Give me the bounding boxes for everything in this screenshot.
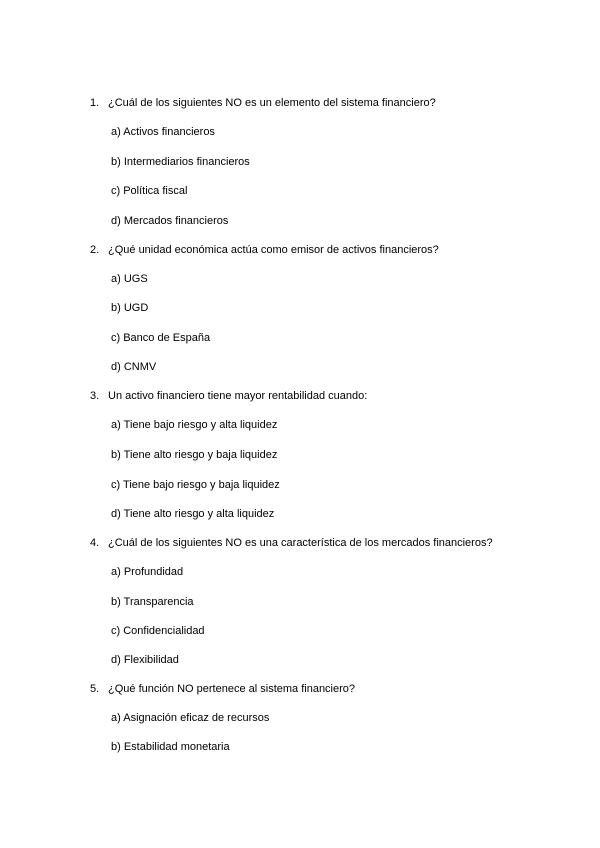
option-b: b) Estabilidad monetaria xyxy=(111,741,230,753)
question-text: ¿Cuál de los siguientes NO es una característica de los mercados financieros? xyxy=(108,537,493,549)
option-a: a) Profundidad xyxy=(111,566,184,578)
question-5-line xyxy=(90,682,355,696)
option-d: d) Flexibilidad xyxy=(111,654,179,666)
question-number: 2. xyxy=(90,244,100,256)
option-a: a) Asignación eficaz de recursos xyxy=(111,712,270,724)
option-c: c) Política fiscal xyxy=(111,185,188,197)
question-text: ¿Cuál de los siguientes NO es un elemento del sistema financiero? xyxy=(108,97,436,109)
option-b: b) Transparencia xyxy=(111,596,194,608)
option-d: d) Tiene alto riesgo y alta liquidez xyxy=(111,508,275,520)
question-number: 3. xyxy=(90,390,100,402)
option-d: d) Mercados financieros xyxy=(111,215,229,227)
option-a: a) Activos financieros xyxy=(111,126,215,138)
option-a: a) UGS xyxy=(111,273,148,285)
option-c: c) Confidencialidad xyxy=(111,625,205,637)
question-number: 5. xyxy=(90,683,100,695)
question-4-line xyxy=(90,536,493,550)
question-2-line xyxy=(90,243,439,257)
question-1-line xyxy=(90,96,436,110)
option-d: d) CNMV xyxy=(111,361,157,373)
question-3-line xyxy=(90,389,367,403)
option-b: b) Tiene alto riesgo y baja liquidez xyxy=(111,449,278,461)
question-number: 1. xyxy=(90,97,100,109)
option-c: c) Banco de España xyxy=(111,332,211,344)
question-number: 4. xyxy=(90,537,100,549)
option-c: c) Tiene bajo riesgo y baja liquidez xyxy=(111,479,280,491)
question-text: ¿Qué función NO pertenece al sistema financiero? xyxy=(108,683,356,695)
option-b: b) UGD xyxy=(111,302,149,314)
option-a: a) Tiene bajo riesgo y alta liquidez xyxy=(111,419,278,431)
question-text: Un activo financiero tiene mayor rentabilidad cuando: xyxy=(108,390,368,402)
question-text: ¿Qué unidad económica actúa como emisor de activos financieros? xyxy=(108,244,439,256)
option-b: b) Intermediarios financieros xyxy=(111,156,250,168)
